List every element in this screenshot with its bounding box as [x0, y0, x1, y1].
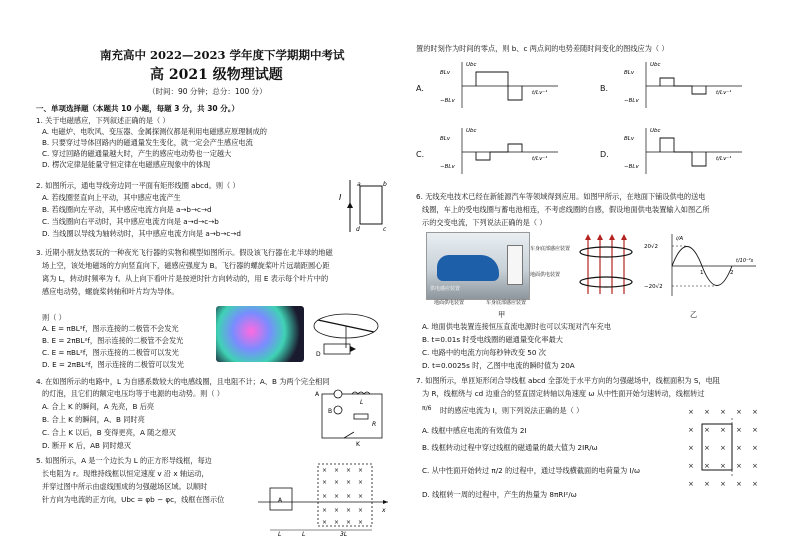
- exam-subtitle: 高 2021 级物理试题: [150, 67, 283, 83]
- q4-option-d: D. 断开 K 后，AB 同时熄灭: [42, 441, 132, 450]
- section-heading: 一、单项选择题（本题共 10 小题，每题 3 分，共 30 分。）: [36, 104, 240, 113]
- svg-text:×: ×: [346, 519, 352, 526]
- q5-line3: 并穿过图中所示由虚线围成的匀强磁场区域。以顺时: [42, 482, 208, 491]
- svg-text:×: ×: [322, 479, 328, 486]
- svg-text:×: ×: [720, 480, 726, 488]
- inductor-label: L: [360, 399, 364, 406]
- q1-option-d: D. 楞次定律是能量守恒定律在电磁感应现象中的体现: [42, 160, 211, 169]
- q5-label-c: C.: [416, 150, 425, 159]
- q3-line4: 感应电动势，螺旋桨转轴和叶片均为导体。: [42, 287, 179, 296]
- svg-text:×: ×: [688, 408, 694, 416]
- q7-option-a: A. 线框中感应电流的有效值为 2I: [422, 426, 527, 435]
- svg-text:BLv: BLv: [624, 136, 635, 142]
- q5-label-d: D.: [600, 150, 609, 159]
- q4-circuit-figure: [314, 386, 390, 448]
- svg-text:×: ×: [688, 426, 694, 434]
- exam-info: （时间：90 分钟；总分：100 分）: [148, 87, 267, 96]
- svg-text:Ubc: Ubc: [650, 62, 661, 68]
- svg-text:BLv: BLv: [624, 70, 635, 76]
- svg-text:i/A: i/A: [676, 236, 684, 242]
- q5-graph-b: [624, 58, 754, 112]
- q7-frame-figure: [682, 400, 764, 496]
- figure-yi-label: 乙: [690, 310, 698, 319]
- svg-text:×: ×: [736, 408, 742, 416]
- figure-jia-label: 甲: [498, 310, 506, 319]
- svg-text:×: ×: [720, 462, 726, 470]
- svg-text:Ubc: Ubc: [650, 128, 661, 134]
- q5-line4: 针方向为电流的正方向，Ubc = φb − φc，线框在图示位: [42, 495, 225, 504]
- corner-a: a: [357, 181, 361, 188]
- q7-option-b: B. 线框转动过程中穿过线框的磁通量的最大值为 2IR/ω: [422, 443, 598, 452]
- q3-option-c: C. E = πBL²f，图示连接的二极管可以发光: [42, 348, 179, 357]
- svg-text:×: ×: [346, 467, 352, 474]
- q6-option-d: D. t=0.0025s 时，乙图中电流的瞬时值为 20A: [422, 361, 575, 370]
- photo-label-3: 地面供电装置: [434, 300, 465, 306]
- charging-station: [507, 245, 523, 285]
- q7-option-c: C. 从中性面开始转过 π/2 的过程中，通过导线横截面的电荷量为 I/ω: [422, 466, 641, 475]
- svg-text:×: ×: [736, 426, 742, 434]
- x-axis-label: x: [382, 507, 386, 514]
- q6-option-c: C. 电路中的电流方向每秒钟改变 50 次: [422, 348, 546, 357]
- svg-text:×: ×: [346, 507, 352, 514]
- svg-text:−BLv: −BLv: [440, 164, 455, 170]
- q1-option-c: C. 穿过回路的磁通量越大时，产生的感应电动势也一定越大: [42, 149, 232, 158]
- q3-option-b: B. E = 2πBL²f，图示连接的二极管不会发光: [42, 336, 184, 345]
- q4-line1: 4. 在如图所示的电路中，L 为自感系数较大的电感线圈，且电阻不计；A、B 为两个完全相同: [36, 377, 330, 386]
- q7-line2: 为 R，线框绕与 cd 边重合的竖直固定转轴以角速度 ω 从中性面开始匀速转动，线框转过: [422, 389, 705, 398]
- svg-text:×: ×: [358, 519, 364, 526]
- svg-text:−BLv: −BLv: [624, 98, 639, 104]
- corner-c: c: [383, 226, 387, 233]
- dim-3l: 3L: [340, 531, 348, 538]
- q5-label-a: A.: [416, 84, 424, 93]
- q5-graph-d: [624, 124, 754, 178]
- q3-option-a: A. E = πBL²f，图示连接的二极管不会发光: [42, 324, 179, 333]
- svg-text:t/Lv⁻¹: t/Lv⁻¹: [716, 90, 732, 96]
- svg-text:t/10⁻²s: t/10⁻²s: [736, 258, 754, 264]
- q7-angle: π/6: [422, 405, 432, 412]
- q4-option-a: A. 合上 K 的瞬间，A 先亮，B 后亮: [42, 402, 155, 411]
- svg-text:×: ×: [720, 444, 726, 452]
- q2-figure: [338, 178, 388, 234]
- svg-text:×: ×: [688, 444, 694, 452]
- svg-text:2: 2: [730, 270, 734, 276]
- q7-line1: 7. 如图所示，单匝矩形闭合导线框 abcd 全部处于水平方向的匀强磁场中，线框面积为 S，电阻: [416, 376, 720, 385]
- q2-option-c: C. 当线圈向右平动时，其中感应电流方向是 a→d→c→b: [42, 217, 219, 226]
- svg-text:×: ×: [688, 462, 694, 470]
- q7-option-d: D. 线框转一周的过程中，产生的热量为 8πRI²/ω: [422, 490, 577, 499]
- dim-l1: L: [278, 531, 282, 538]
- diode-label: D: [316, 351, 321, 358]
- svg-text:×: ×: [704, 444, 710, 452]
- svg-text:×: ×: [752, 462, 758, 470]
- svg-text:×: ×: [736, 462, 742, 470]
- svg-text:×: ×: [752, 480, 758, 488]
- svg-text:t/Lv⁻¹: t/Lv⁻¹: [716, 156, 732, 162]
- q5-field-figure: [256, 458, 392, 542]
- current-label: I: [339, 193, 342, 202]
- photo-label-5: 供电感应装置: [430, 286, 461, 292]
- q6-option-b: B. t=0.01s 时受电线圈的磁通量变化率最大: [422, 335, 564, 344]
- svg-text:×: ×: [322, 493, 328, 500]
- resistor-label: R: [372, 421, 377, 428]
- svg-text:t/Lv⁻¹: t/Lv⁻¹: [532, 90, 548, 96]
- q6-line3: 示的交变电流，下列说法正确的是（ ）: [422, 218, 547, 227]
- q3-line2: 场上空，该处地磁场的方向竖直向下，磁感应强度为 B。飞行器的螺旋桨叶片远端距圆心距: [42, 261, 330, 270]
- svg-text:×: ×: [322, 519, 328, 526]
- svg-text:×: ×: [334, 519, 340, 526]
- q1-stem: 1. 关于电磁感应，下列叙述正确的是（ ）: [36, 116, 170, 125]
- q3-option-d: D. E = 2πBL²f，图示连接的二极管可以发光: [42, 360, 184, 369]
- q4-line2: 的灯泡，且它们的额定电压均等于电源的电动势。则（ ）: [42, 389, 224, 398]
- svg-text:20√2: 20√2: [644, 244, 659, 250]
- photo-label-4: 车身底部感应装置: [486, 300, 527, 306]
- q5-label-b: B.: [600, 84, 609, 93]
- propeller-model-figure: [310, 308, 382, 358]
- svg-text:×: ×: [704, 408, 710, 416]
- svg-text:×: ×: [752, 444, 758, 452]
- q5-graph-a: [440, 58, 570, 112]
- left-column: [30, 0, 392, 560]
- photo-label-2: 地面供电装置: [530, 272, 561, 278]
- photo-label-1: 车身底部感应装置: [530, 246, 571, 252]
- dim-l2: L: [302, 531, 306, 538]
- svg-text:×: ×: [736, 444, 742, 452]
- q5-line2: 长电阻为 r。现维持线框以恒定速度 v 沿 x 轴运动，: [42, 469, 209, 478]
- svg-text:×: ×: [704, 426, 710, 434]
- svg-text:×: ×: [358, 479, 364, 486]
- svg-text:1: 1: [700, 270, 704, 276]
- svg-text:×: ×: [358, 493, 364, 500]
- svg-text:×: ×: [334, 507, 340, 514]
- svg-text:Ubc: Ubc: [466, 128, 477, 134]
- svg-text:BLv: BLv: [440, 136, 451, 142]
- coil-field-figure: [576, 232, 636, 298]
- svg-text:Ubc: Ubc: [466, 62, 477, 68]
- corner-b: b: [383, 181, 387, 188]
- q3-line3: 离为 L，转动时频率为 f。从上向下看叶片是按逆时针方向转动的，用 E 表示每个叶片中的: [42, 274, 329, 283]
- svg-text:−20√2: −20√2: [644, 284, 663, 290]
- q6-option-a: A. 地面供电装置连接恒压直流电源时也可以实现对汽车充电: [422, 322, 612, 331]
- svg-text:×: ×: [334, 493, 340, 500]
- svg-text:−BLv: −BLv: [624, 164, 639, 170]
- q7-line3: 时的感应电流为 I，则下列说法正确的是（ ）: [440, 406, 584, 415]
- svg-text:×: ×: [334, 479, 340, 486]
- svg-text:×: ×: [736, 480, 742, 488]
- svg-text:−BLv: −BLv: [440, 98, 455, 104]
- q5-graph-c: [440, 124, 570, 178]
- current-wave-graph: [644, 232, 762, 300]
- q4-option-b: B. 合上 K 的瞬间，A、B 同时亮: [42, 415, 145, 424]
- q6-line1: 6. 无线充电技术已经在新能源汽车等领域得到应用。如图甲所示，在地面下铺设供电的送电: [416, 192, 706, 201]
- q2-stem: 2. 如图所示，通电导线旁边同一平面有矩形线圈 abcd。则（ ）: [36, 181, 240, 190]
- q2-option-b: B. 若线圈向左平动，其中感应电流方向是 a→b→c→d: [42, 205, 212, 214]
- svg-text:×: ×: [752, 408, 758, 416]
- q1-option-a: A. 电磁炉、电吹风、变压器、金属探测仪都是利用电磁感应原理制成的: [42, 127, 267, 136]
- switch-label: K: [356, 441, 360, 448]
- q1-option-b: B. 只要穿过导体回路内的磁通量发生变化，就一定会产生感应电流: [42, 138, 253, 147]
- svg-text:×: ×: [346, 479, 352, 486]
- svg-text:×: ×: [688, 480, 694, 488]
- svg-text:×: ×: [358, 467, 364, 474]
- q4-option-c: C. 合上 K 以后，B 变得更亮，A 随之熄灭: [42, 428, 176, 437]
- exam-title: 南充高中 2022—2023 学年度下学期期中考试: [100, 48, 345, 62]
- svg-text:t/Lv⁻¹: t/Lv⁻¹: [532, 156, 548, 162]
- svg-text:×: ×: [752, 426, 758, 434]
- svg-text:×: ×: [720, 408, 726, 416]
- q2-option-a: A. 若线圈竖直向上平动，其中感应电流产生: [42, 193, 181, 202]
- svg-text:×: ×: [358, 507, 364, 514]
- q6-line2: 线圈，车上的受电线圈与蓄电池相连，不考虑线圈的自感，假设地面供电装置输入如图乙所: [422, 205, 710, 214]
- car-body: [437, 255, 499, 281]
- svg-text:×: ×: [322, 467, 328, 474]
- svg-text:×: ×: [322, 507, 328, 514]
- svg-text:×: ×: [720, 426, 726, 434]
- flying-toy-photo: [216, 306, 304, 362]
- svg-text:×: ×: [334, 467, 340, 474]
- svg-text:×: ×: [704, 462, 710, 470]
- right-column: [410, 0, 770, 560]
- q5-continued: 置的时刻作为时间的零点，则 b、c 两点间的电势差随时间变化的图线应为（ ）: [416, 44, 669, 53]
- lamp-b-label: B: [328, 408, 333, 415]
- q3-line1: 3. 近期小朋友热衷玩的一种夜光飞行器的实物和模型如图所示。假设该飞行器在北半球的地磁: [36, 248, 333, 257]
- svg-text:×: ×: [704, 480, 710, 488]
- svg-text:×: ×: [346, 493, 352, 500]
- q2-option-d: D. 当线圈以导线为轴转动时，其中感应电流方向是 a→b→c→d: [42, 229, 241, 238]
- corner-d: d: [356, 226, 360, 233]
- q5-line1: 5. 如图所示，A 是一个边长为 L 的正方形导线框，每边: [36, 456, 212, 465]
- lamp-a-label: A: [315, 391, 320, 398]
- q3-stem-end: 则（ ）: [42, 313, 66, 322]
- frame-label: A: [278, 497, 283, 504]
- svg-text:BLv: BLv: [440, 70, 451, 76]
